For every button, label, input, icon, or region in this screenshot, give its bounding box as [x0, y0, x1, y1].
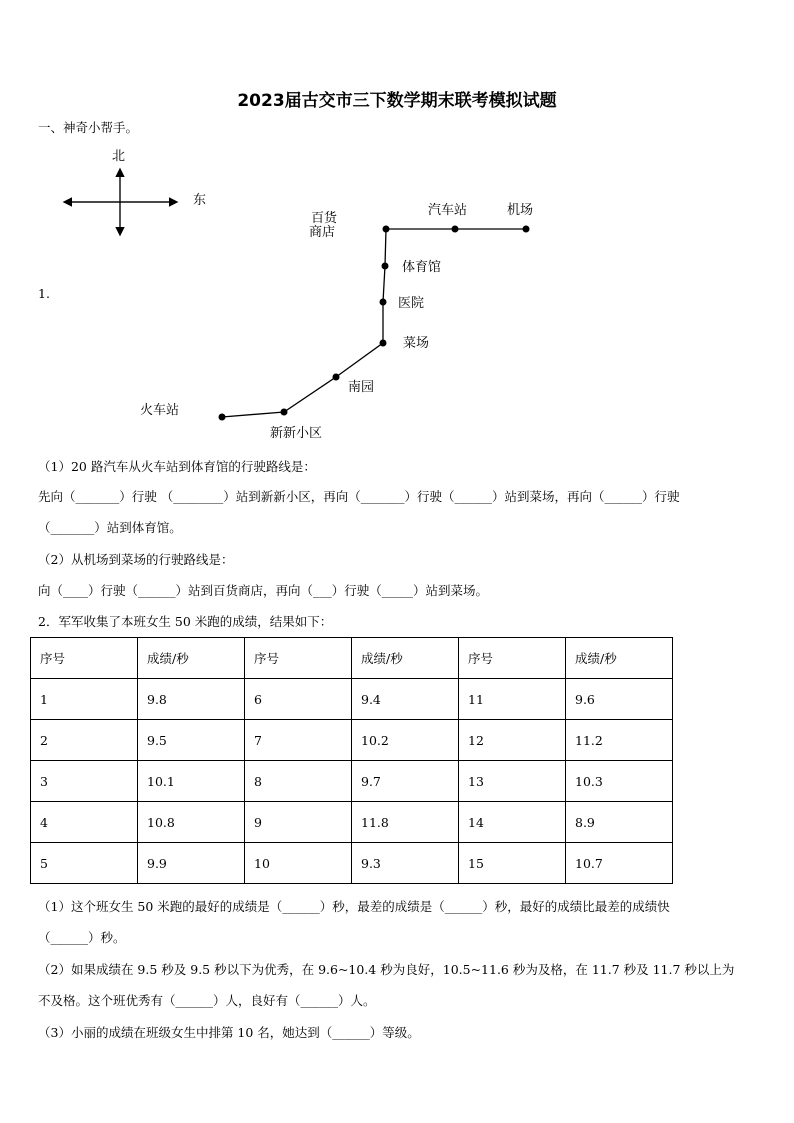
table-cell: 5	[31, 843, 138, 884]
stop-dot-xinxin	[281, 409, 288, 416]
stop-dot-nanyuan	[333, 374, 340, 381]
stop-label-jichang: 机场	[507, 203, 534, 218]
table-cell: 15	[459, 843, 566, 884]
table-header-cell: 成绩/秒	[138, 638, 245, 679]
q2-1-line2: （______）秒。	[38, 930, 126, 945]
page-title: 2023届古交市三下数学期末联考模拟试题	[237, 91, 557, 111]
section-heading: 一、神奇小帮手。	[38, 120, 139, 135]
table-cell: 9.8	[138, 679, 245, 720]
table-header-row	[31, 638, 673, 679]
table-row	[31, 720, 673, 761]
q1-1-line2: （_______）站到体育馆。	[38, 520, 182, 535]
stop-label-nanyuan: 南园	[348, 380, 375, 395]
q1-2-line1: 向（____）行驶（______）站到百货商店，再向（___）行驶（_____）站到菜场。	[38, 583, 489, 598]
stop-dot-qichezhan	[452, 226, 459, 233]
route-map	[0, 140, 600, 450]
stop-label-baihuo-1: 百货	[311, 211, 338, 226]
stop-label-caichang: 菜场	[403, 336, 430, 351]
q2-2-line1: （2）如果成绩在 9.5 秒及 9.5 秒以下为优秀，在 9.6~10.4 秒为良好，10.5~11.6 秒为及格，在 11.7 秒及 11.7 秒以上为	[38, 962, 735, 977]
stop-label-baihuo-2: 商店	[309, 225, 336, 240]
table-cell: 11.8	[352, 802, 459, 843]
table-cell: 10.1	[138, 761, 245, 802]
table-cell: 7	[245, 720, 352, 761]
table-cell: 9.3	[352, 843, 459, 884]
q1-1-title: （1）20 路汽车从火车站到体育馆的行驶路线是：	[38, 459, 316, 474]
table-cell: 8.9	[566, 802, 673, 843]
table-cell: 12	[459, 720, 566, 761]
table-cell: 10.7	[566, 843, 673, 884]
table-header-cell: 成绩/秒	[566, 638, 673, 679]
q1-2-title: （2）从机场到菜场的行驶路线是：	[38, 552, 234, 567]
north-label: 北	[112, 149, 126, 164]
table-header-cell: 序号	[31, 638, 138, 679]
table-cell: 10.2	[352, 720, 459, 761]
table-header-cell: 序号	[459, 638, 566, 679]
table-cell: 9.6	[566, 679, 673, 720]
stop-dot-caichang	[380, 340, 387, 347]
table-cell: 9.9	[138, 843, 245, 884]
table-cell: 2	[31, 720, 138, 761]
table-cell: 1	[31, 679, 138, 720]
q1-1-line1: 先向（_______）行驶 （________）站到新新小区，再向（_______）行驶（______）站到菜场，再向（______）行驶	[38, 489, 680, 504]
stop-label-xinxin: 新新小区	[270, 426, 323, 441]
table-row	[31, 843, 673, 884]
table-cell: 3	[31, 761, 138, 802]
stop-dot-yiyuan	[380, 299, 387, 306]
table-cell: 6	[245, 679, 352, 720]
q2-1-line1: （1）这个班女生 50 米跑的最好的成绩是（______）秒，最差的成绩是（______）秒，最好的成绩比最差的成绩快	[38, 899, 670, 914]
stop-label-huochezhan: 火车站	[140, 403, 180, 418]
table-header-cell: 成绩/秒	[352, 638, 459, 679]
east-label: 东	[193, 193, 207, 208]
table-cell: 14	[459, 802, 566, 843]
q2-title: 2．军军收集了本班女生 50 米跑的成绩，结果如下：	[38, 614, 333, 629]
table-cell: 9.4	[352, 679, 459, 720]
q2-3-line1: （3）小丽的成绩在班级女生中排第 10 名，她达到（______）等级。	[38, 1025, 420, 1040]
stop-label-qichezhan: 汽车站	[428, 203, 468, 218]
stop-label-tiyuguan: 体育馆	[402, 260, 442, 275]
table-cell: 11.2	[566, 720, 673, 761]
table-cell: 9	[245, 802, 352, 843]
stop-dot-huochezhan	[219, 414, 226, 421]
table-header-cell: 序号	[245, 638, 352, 679]
table-cell: 9.5	[138, 720, 245, 761]
table-cell: 4	[31, 802, 138, 843]
table-cell: 10.3	[566, 761, 673, 802]
table-row	[31, 761, 673, 802]
compass-icon	[65, 170, 176, 234]
table-row	[31, 802, 673, 843]
table-cell: 8	[245, 761, 352, 802]
table-cell: 10.8	[138, 802, 245, 843]
stop-dot-tiyuguan	[382, 263, 389, 270]
question-number: 1.	[38, 286, 50, 301]
stop-dot-baihuo	[383, 226, 390, 233]
table-cell: 13	[459, 761, 566, 802]
scores-table	[30, 637, 673, 884]
table-cell: 11	[459, 679, 566, 720]
table-cell: 10	[245, 843, 352, 884]
stop-dot-jichang	[523, 226, 530, 233]
q2-2-line2: 不及格。这个班优秀有（______）人，良好有（______）人。	[38, 993, 376, 1008]
stop-label-yiyuan: 医院	[398, 296, 425, 311]
table-row	[31, 679, 673, 720]
table-cell: 9.7	[352, 761, 459, 802]
